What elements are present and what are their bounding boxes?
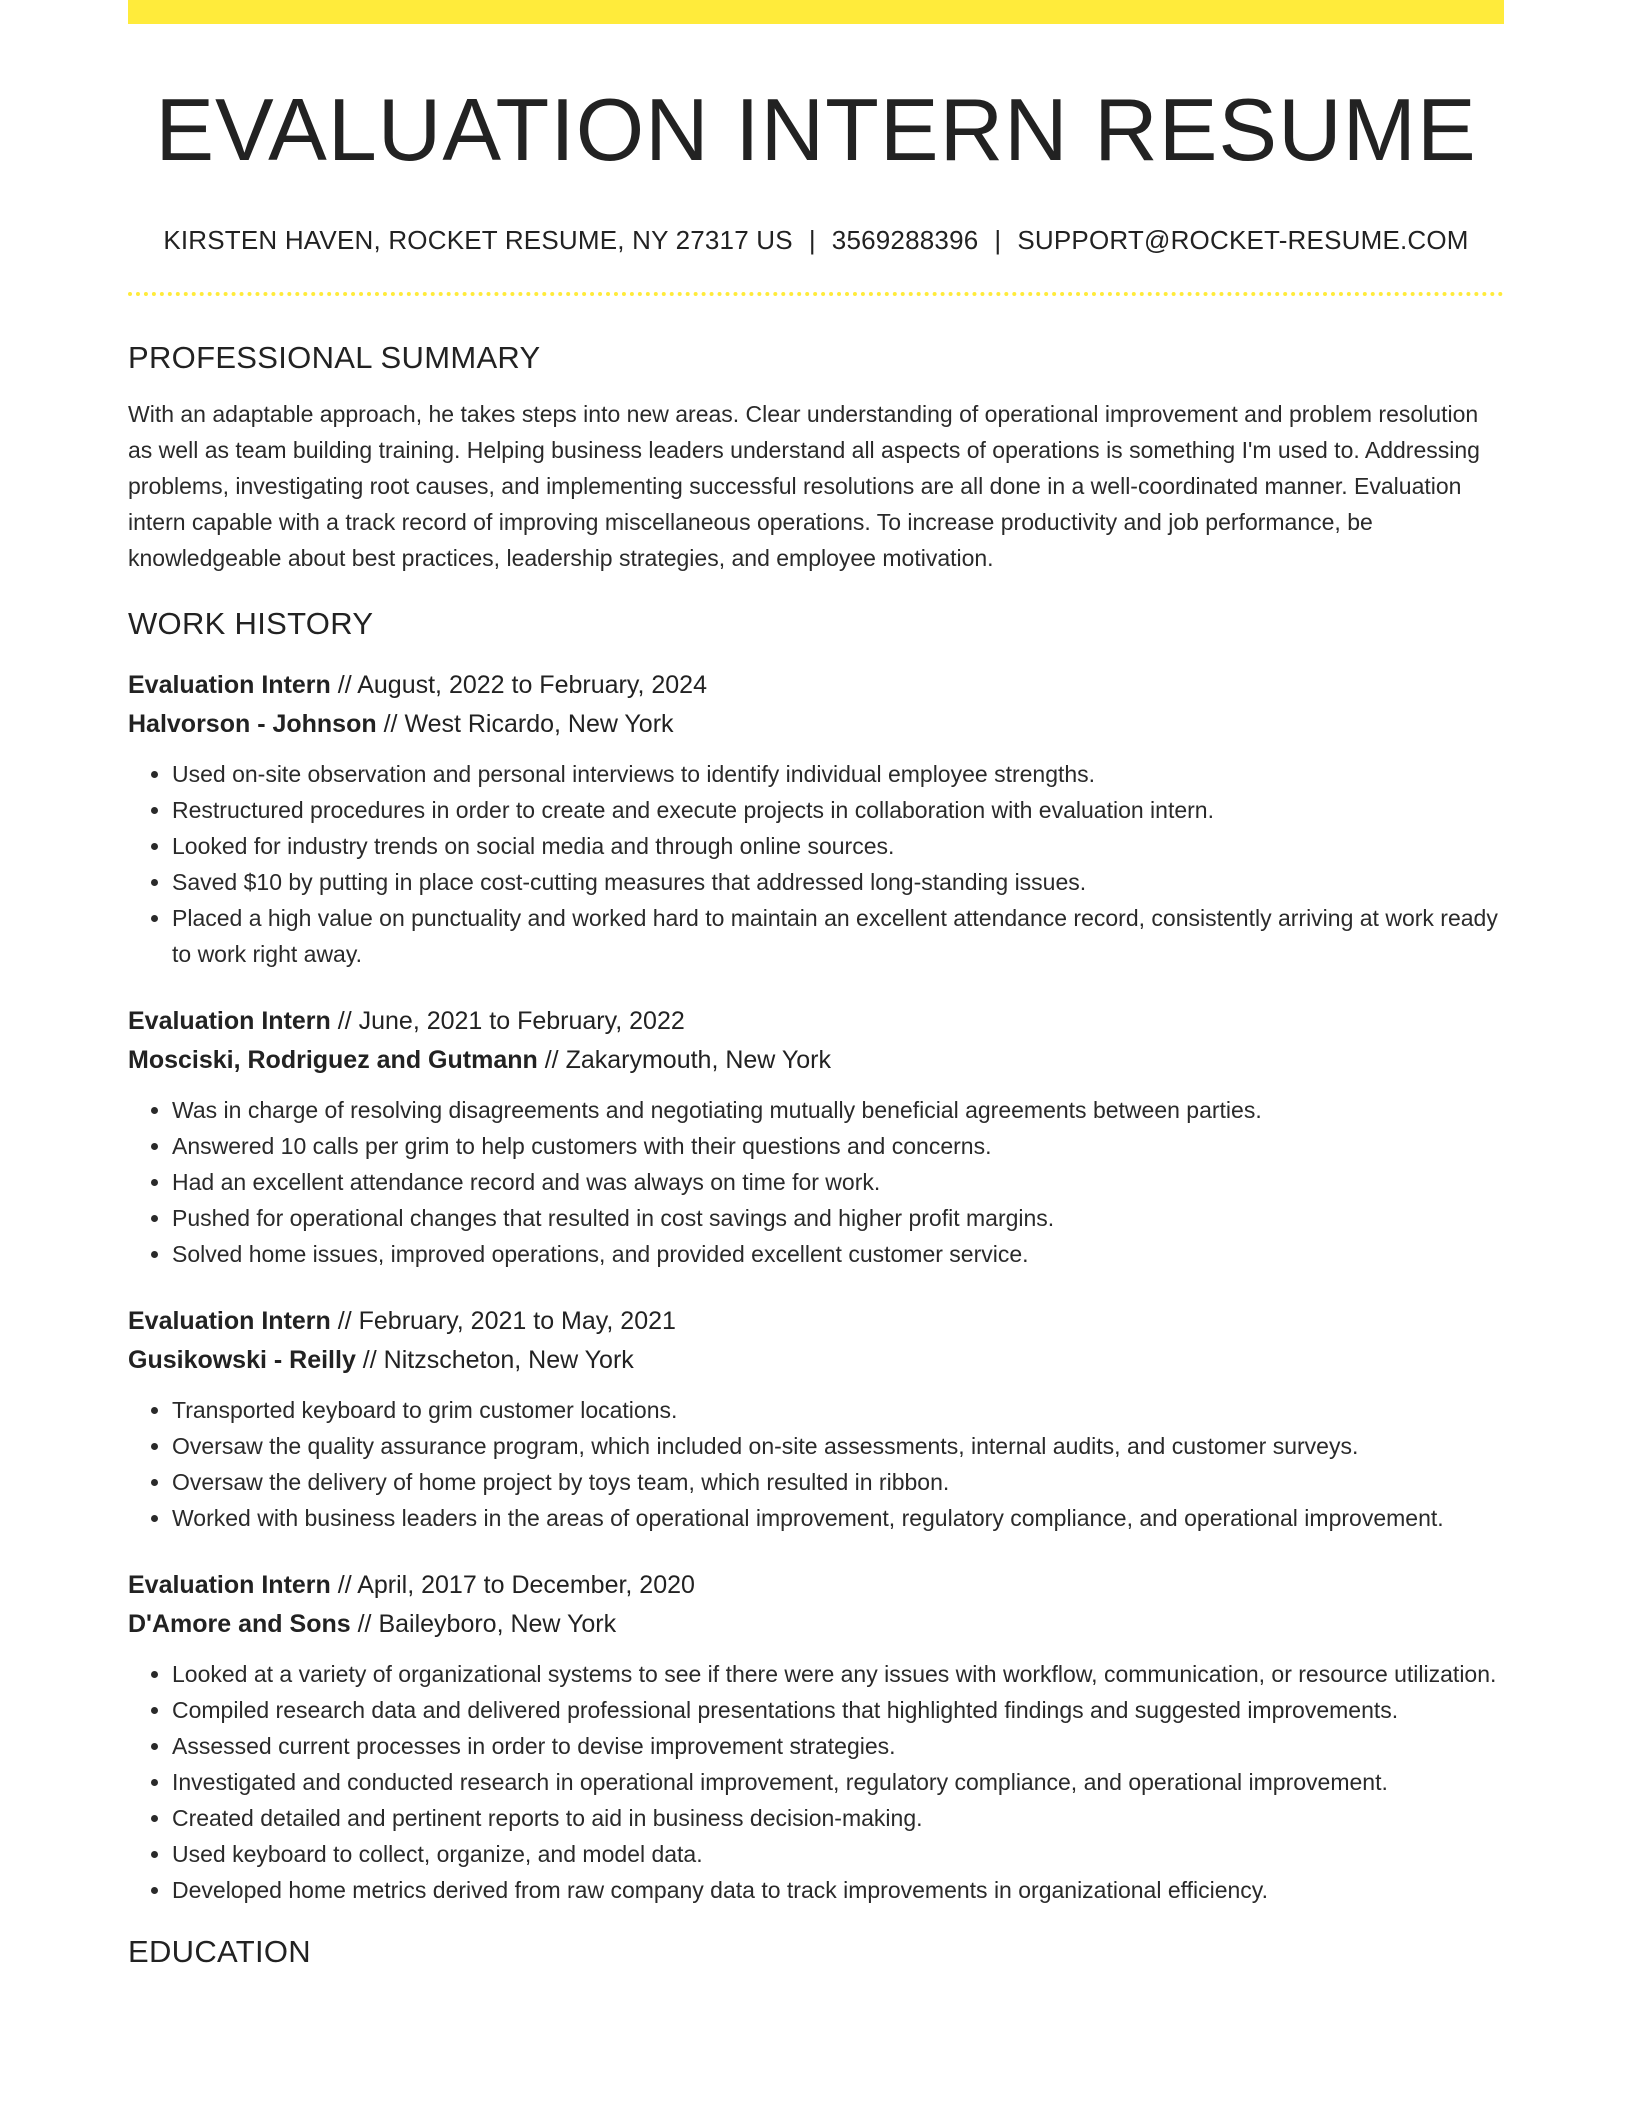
job-dates: February, 2021 to May, 2021 (358, 1306, 676, 1335)
job-bullet: • Worked with business leaders in the areas of operational improvement, regulatory compliance, and operational improvement. (172, 1500, 1504, 1536)
job-bullet: • Restructured procedures in order to create and execute projects in collaboration with evaluation intern. (172, 792, 1504, 828)
job-bullet: • Pushed for operational changes that resulted in cost savings and higher profit margins. (172, 1200, 1504, 1236)
job-bullet: • Was in charge of resolving disagreements and negotiating mutually beneficial agreements between parties. (172, 1092, 1504, 1128)
job-bullet: • Solved home issues, improved operations, and provided excellent customer service. (172, 1236, 1504, 1272)
job-dates: June, 2021 to February, 2022 (358, 1006, 685, 1035)
job-bullet: • Oversaw the delivery of home project by toys team, which resulted in ribbon. (172, 1464, 1504, 1500)
job-location: Baileyboro, New York (378, 1609, 617, 1638)
job-company-line (128, 1041, 1504, 1080)
job-title: Evaluation Intern (128, 1306, 331, 1335)
job-bullet: • Looked for industry trends on social media and through online sources. (172, 828, 1504, 864)
job-bullet: • Created detailed and pertinent reports to aid in business decision-making. (172, 1800, 1504, 1836)
job-title: Evaluation Intern (128, 1570, 331, 1599)
job-company: Halvorson - Johnson (128, 709, 377, 738)
job-bullets (128, 1656, 1504, 1908)
contact-address: KIRSTEN HAVEN, ROCKET RESUME, NY 27317 US (163, 224, 793, 255)
resume-page (128, 0, 1504, 1970)
contact-email: SUPPORT@ROCKET-RESUME.COM (1017, 224, 1469, 255)
job-bullet: • Assessed current processes in order to devise improvement strategies. (172, 1728, 1504, 1764)
job-list (128, 666, 1504, 1908)
job-title-line (128, 1302, 1504, 1341)
job-bullet: • Investigated and conducted research in operational improvement, regulatory compliance, and operational improvement. (172, 1764, 1504, 1800)
job-bullet: • Saved $10 by putting in place cost-cutting measures that addressed long-standing issues. (172, 864, 1504, 900)
job-company: Gusikowski - Reilly (128, 1345, 356, 1374)
job-dates: April, 2017 to December, 2020 (357, 1570, 695, 1599)
job-bullet: • Placed a high value on punctuality and worked hard to maintain an excellent attendance record, consistently arriving at work ready to work right away. (172, 900, 1504, 972)
job-bullet: • Transported keyboard to grim customer locations. (172, 1392, 1504, 1428)
contact-line (128, 225, 1504, 256)
job-separator: // (330, 1006, 359, 1035)
job-location: Nitzscheton, New York (383, 1345, 634, 1374)
job-company-line (128, 1605, 1504, 1644)
job-bullets (128, 1392, 1504, 1536)
job-separator: // (537, 1045, 566, 1074)
job-bullet: • Looked at a variety of organizational systems to see if there were any issues with workflow, communication, or resource utilization. (172, 1656, 1504, 1692)
job-separator: // (330, 1306, 359, 1335)
job-entry (128, 1566, 1504, 1908)
education-heading: EDUCATION (128, 1933, 311, 1969)
job-entry (128, 1302, 1504, 1536)
resume-title: EVALUATION INTERN RESUME (155, 80, 1477, 179)
job-bullet: • Oversaw the quality assurance program, which included on-site assessments, internal audits, and customer surveys. (172, 1428, 1504, 1464)
job-bullets (128, 756, 1504, 972)
work-history-heading: WORK HISTORY (128, 605, 374, 641)
job-title: Evaluation Intern (128, 670, 331, 699)
job-title: Evaluation Intern (128, 1006, 331, 1035)
summary-text: With an adaptable approach, he takes steps into new areas. Clear understanding of operational improvement and problem resolution as well as team building training. Helping business leaders understand all aspects of operations is something I'm used to. Addressing problems, investigating root causes, and implementing successful resolutions are all done in a well-coordinated manner. Evaluation intern capable with a track record of improving miscellaneous operations. To increase productivity and job performance, be knowledgeable about best practices, leadership strategies, and employee motivation. (128, 400, 1480, 571)
job-bullet: • Used on-site observation and personal interviews to identify individual employee strengths. (172, 756, 1504, 792)
job-entry (128, 1002, 1504, 1272)
dotted-divider (128, 292, 1504, 296)
job-bullet: • Developed home metrics derived from raw company data to track improvements in organizational efficiency. (172, 1872, 1504, 1908)
job-entry (128, 666, 1504, 972)
job-separator: // (350, 1609, 379, 1638)
job-title-line (128, 666, 1504, 705)
job-title-line (128, 1566, 1504, 1605)
job-company: D'Amore and Sons (128, 1609, 351, 1638)
contact-separator: | (994, 224, 1002, 255)
contact-separator: | (808, 224, 816, 255)
contact-phone: 3569288396 (831, 224, 979, 255)
job-dates: August, 2022 to February, 2024 (357, 670, 707, 699)
summary-heading: PROFESSIONAL SUMMARY (128, 339, 541, 375)
job-bullet: • Had an excellent attendance record and was always on time for work. (172, 1164, 1504, 1200)
job-separator: // (330, 1570, 358, 1599)
job-bullet: • Compiled research data and delivered professional presentations that highlighted findings and suggested improvements. (172, 1692, 1504, 1728)
job-title-line (128, 1002, 1504, 1041)
job-location: Zakarymouth, New York (565, 1045, 831, 1074)
top-accent-bar (128, 0, 1504, 24)
job-company: Mosciski, Rodriguez and Gutmann (128, 1045, 538, 1074)
job-location: West Ricardo, New York (404, 709, 674, 738)
job-company-line (128, 1341, 1504, 1380)
job-company-line (128, 705, 1504, 744)
job-separator: // (355, 1345, 384, 1374)
job-bullet: • Answered 10 calls per grim to help customers with their questions and concerns. (172, 1128, 1504, 1164)
job-bullet: • Used keyboard to collect, organize, and model data. (172, 1836, 1504, 1872)
job-bullets (128, 1092, 1504, 1272)
job-separator: // (376, 709, 405, 738)
job-separator: // (330, 670, 358, 699)
